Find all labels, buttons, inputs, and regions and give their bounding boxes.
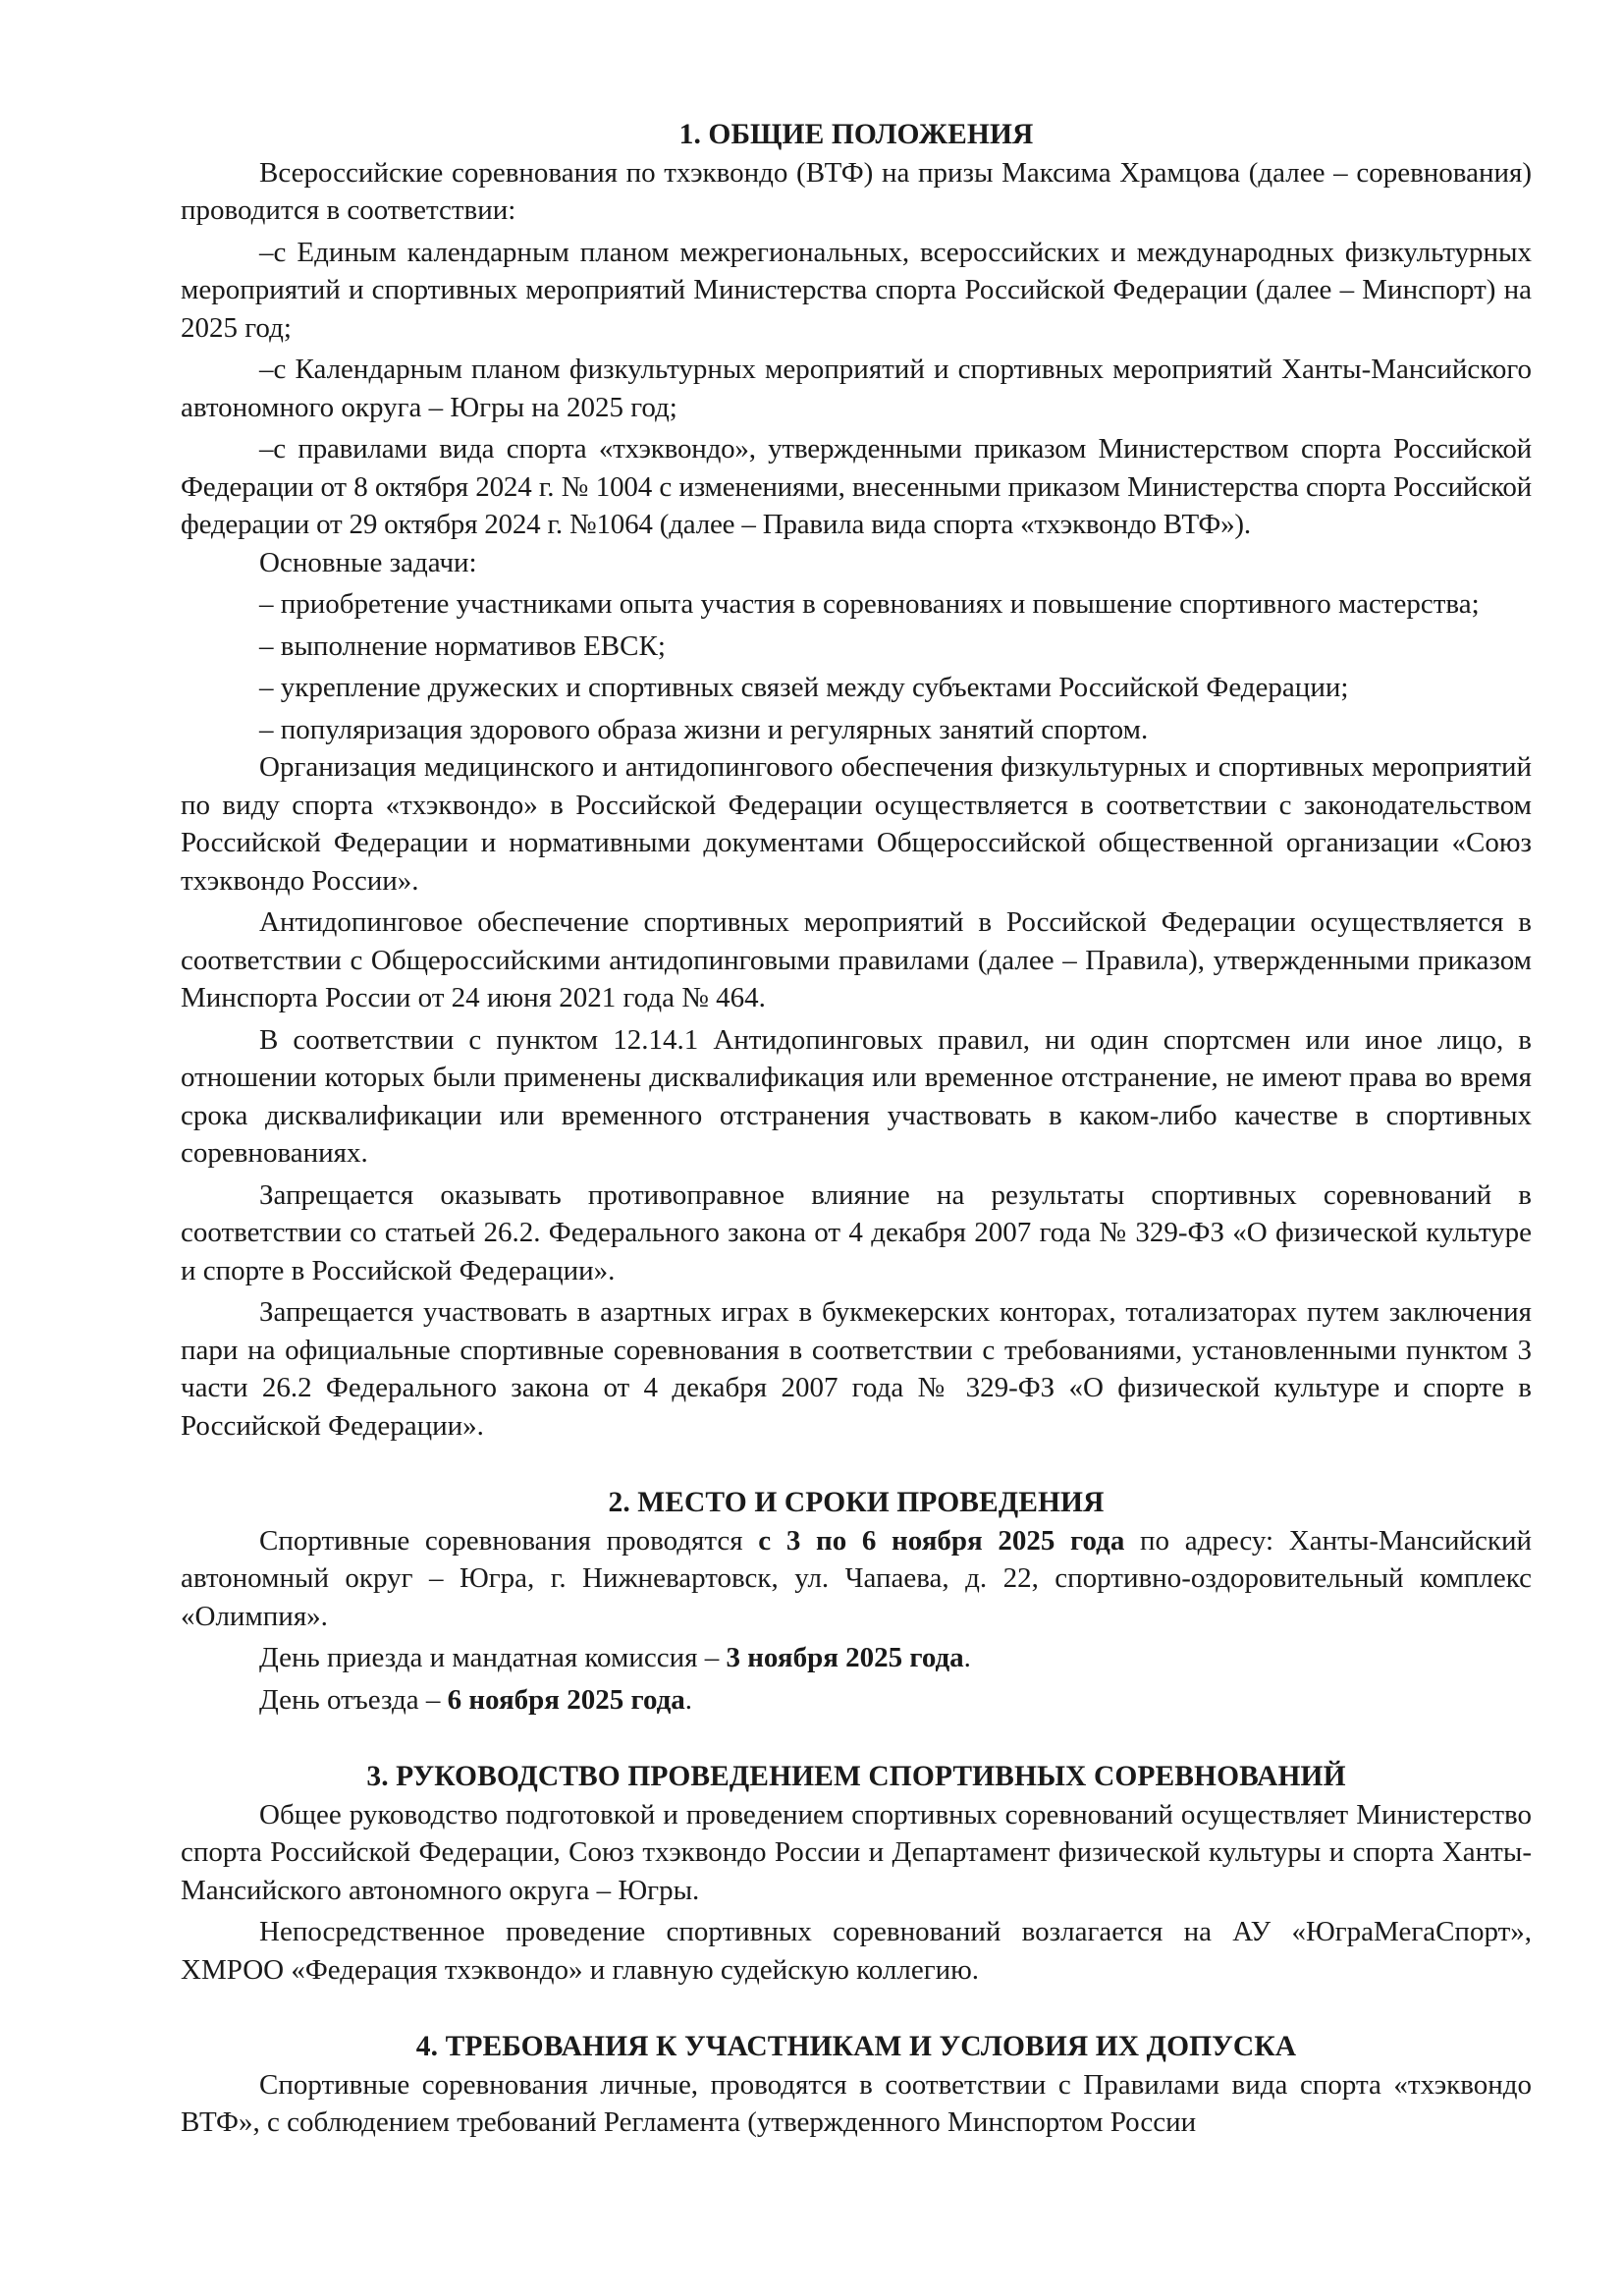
list-item: – выполнение нормативов ЕВСК;: [259, 629, 666, 662]
text-run: Спортивные соревнования проводятся: [259, 1524, 759, 1557]
paragraph: Общее руководство подготовкой и проведением спортивных соревнований осуществляет Министерство спорта Российской Федерации, Союз тхэквондо России и Департамент физической культуры и спорта Ханты-Мансийского автономного округа – Югры.: [181, 1798, 1532, 1906]
paragraph: Антидопинговое обеспечение спортивных мероприятий в Российской Федерации осуществляется в соответствии с Общероссийскими антидопинговыми правилами (далее – Правила), утвержденными приказом Минспорта России от 24 июня 2021 года № 464.: [181, 906, 1532, 1013]
section-management: [181, 1758, 1532, 1989]
paragraph: [181, 1639, 1532, 1677]
text-run: .: [963, 1642, 971, 1673]
section-title: 2. МЕСТО И СРОКИ ПРОВЕДЕНИЯ: [608, 1487, 1105, 1518]
bold-date: 6 ноября 2025 года: [447, 1683, 685, 1716]
text-run: День приезда и мандатная комиссия –: [259, 1642, 727, 1673]
section-participant-requirements: [181, 2028, 1532, 2142]
paragraph: –с Единым календарным планом межрегиональных, всероссийских и международных физкультурных мероприятий и спортивных мероприятий Министерства спорта Российской Федерации (далее – Минспорт) на 2025 год;: [181, 236, 1532, 344]
list-item: – укрепление дружеских и спортивных связей между субъектами Российской Федерации;: [259, 672, 1349, 703]
text-run: День отъезда –: [259, 1683, 448, 1716]
text-run: .: [684, 1683, 693, 1716]
paragraph: Спортивные соревнования личные, проводятся в соответствии с Правилами вида спорта «тхэквондо ВТФ», с соблюдением требований Регламента (утвержденного Минспортом России: [181, 2068, 1532, 2138]
paragraph: –с правилами вида спорта «тхэквондо», утвержденными приказом Министерством спорта Российской Федерации от 8 октября 2024 г. № 1004 с изменениями, внесенными приказом Министерства спорта Российской федерации от 29 октября 2024 г. №1064 (далее – Правила вида спорта «тхэквондо ВТФ»).: [181, 433, 1532, 540]
section-title: 3. РУКОВОДСТВО ПРОВЕДЕНИЕМ СПОРТИВНЫХ СОРЕВНОВАНИЙ: [366, 1761, 1346, 1792]
list-item: – популяризация здорового образа жизни и регулярных занятий спортом.: [259, 713, 1149, 745]
paragraph: Непосредственное проведение спортивных соревнований возлагается на АУ «ЮграМегаСпорт», ХМРОО «Федерация тхэквондо» и главную судейскую коллегию.: [181, 1916, 1532, 1986]
paragraph: [181, 1522, 1532, 1636]
section-place-and-dates: [181, 1484, 1532, 1719]
list-item: – приобретение участниками опыта участия в соревнованиях и повышение спортивного мастерства;: [259, 588, 1480, 620]
section-general-provisions: [181, 116, 1532, 1445]
bold-date: 3 ноября 2025 года: [726, 1642, 964, 1673]
paragraph: Запрещается участвовать в азартных играх в букмекерских конторах, тотализаторах путем заключения пари на официальные спортивные соревнования в соответствии с требованиями, установленными пунктом 3 части 26.2 Федерального закона от 4 декабря 2007 года № 329-ФЗ «О физической культуре и спорте в Российской Федерации».: [181, 1296, 1532, 1442]
paragraph: Запрещается оказывать противоправное влияние на результаты спортивных соревнований в соответствии со статьей 26.2. Федерального закона от 4 декабря 2007 года № 329-ФЗ «О физической культуре и спорте в Российской Федерации».: [181, 1178, 1532, 1286]
document-body: [181, 116, 1532, 2142]
paragraph: –с Календарным планом физкультурных мероприятий и спортивных мероприятий Ханты-Мансийского автономного округа – Югры на 2025 год;: [181, 354, 1532, 423]
section-title: 1. ОБЩИЕ ПОЛОЖЕНИЯ: [678, 119, 1034, 150]
paragraph: Организация медицинского и антидопингового обеспечения физкультурных и спортивных мероприятий по виду спорта «тхэквондо» в Российской Федерации осуществляется в соответствии с законодательством Российской Федерации и нормативными документами Общероссийской общественной организации «Союз тхэквондо России».: [181, 751, 1532, 897]
paragraph: В соответствии с пунктом 12.14.1 Антидопинговых правил, ни один спортсмен или иное лицо, в отношении которых были применены дисквалификация или временное отстранение, не имеют права во время срока дисквалификации или временного отстранения участвовать в каком-либо качестве в спортивных соревнованиях.: [181, 1023, 1532, 1169]
paragraph: Всероссийские соревнования по тхэквондо (ВТФ) на призы Максима Храмцова (далее – соревнования) проводится в соответствии:: [181, 156, 1532, 226]
paragraph: Основные задачи:: [259, 546, 477, 578]
text-run: по адресу: Ханты-Мансийский автономный округ – Югра, г. Нижневартовск, ул. Чапаева, д. 22, спортивно-оздоровительный комплекс «Олимпия».: [181, 1524, 1532, 1632]
bold-dates: с 3 по 6 ноября 2025 года: [758, 1524, 1125, 1557]
section-title: 4. ТРЕБОВАНИЯ К УЧАСТНИКАМ И УСЛОВИЯ ИХ ДОПУСКА: [415, 2031, 1297, 2062]
paragraph: [181, 1681, 1532, 1720]
